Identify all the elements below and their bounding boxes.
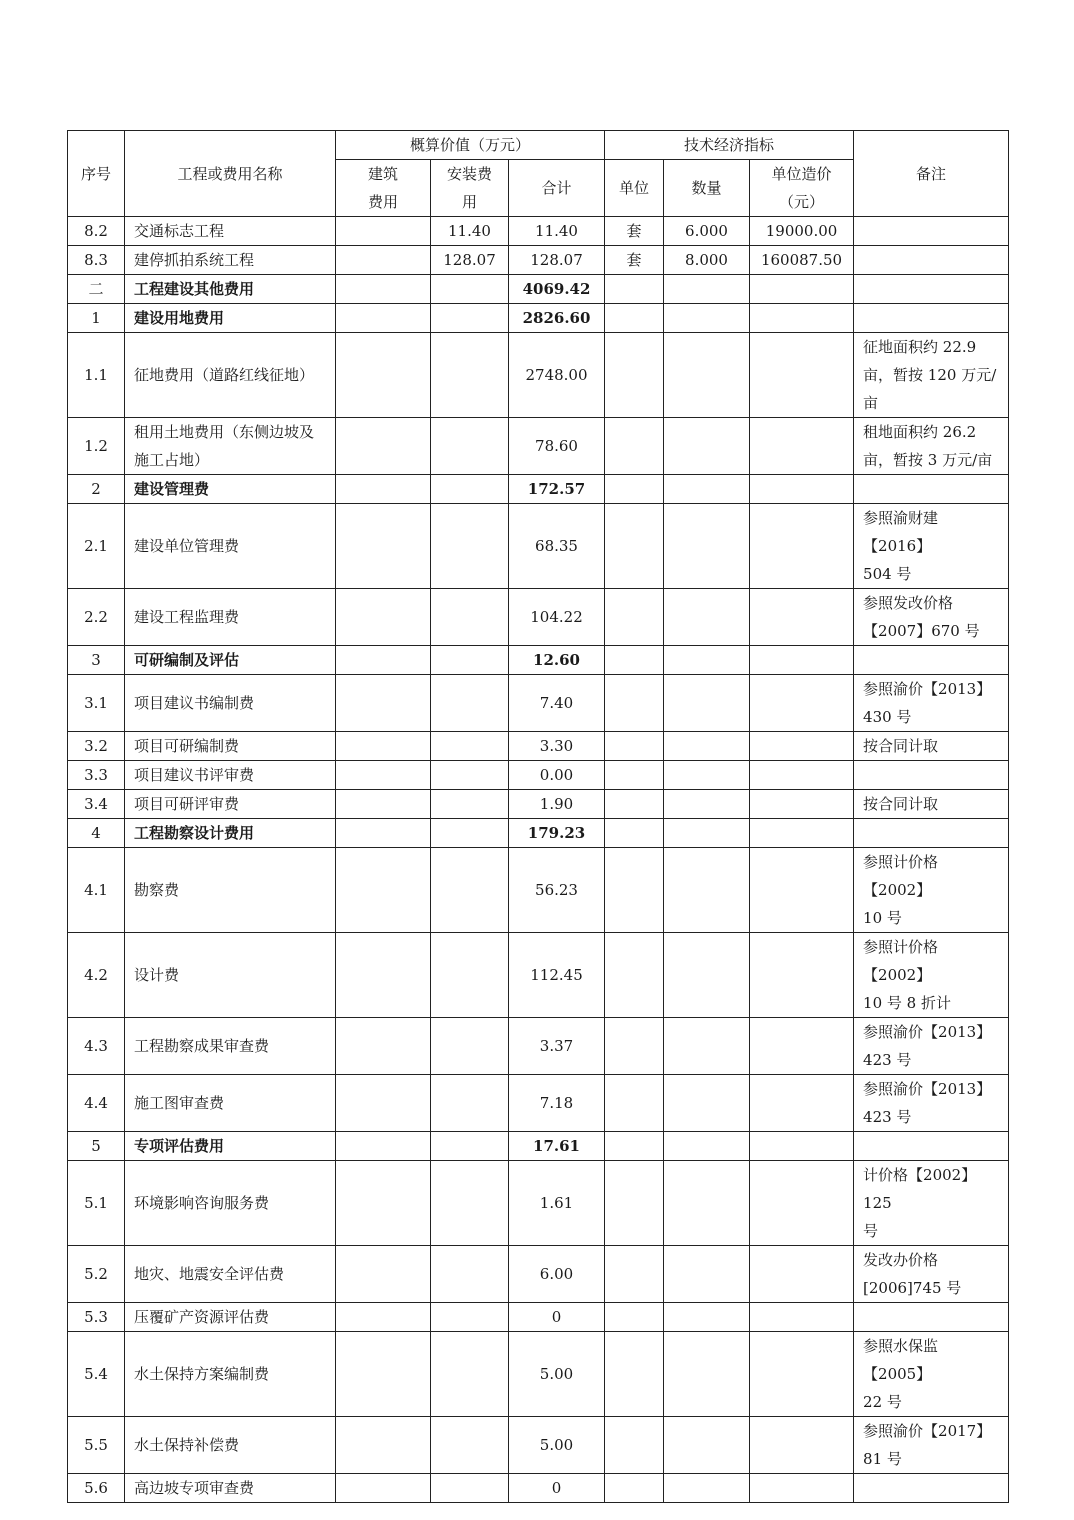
row-unit-cost — [750, 1246, 854, 1303]
row-remark — [854, 275, 1009, 304]
row-remark: 参照发改价格 【2007】670 号 — [854, 589, 1009, 646]
row-build — [336, 1417, 431, 1474]
row-qty — [664, 1075, 750, 1132]
row-total: 1.90 — [509, 790, 605, 819]
row-total: 2748.00 — [509, 333, 605, 418]
row-build — [336, 1246, 431, 1303]
row-name: 征地费用（道路红线征地） — [125, 333, 336, 418]
row-name: 项目建议书编制费 — [125, 675, 336, 732]
row-unit-cost — [750, 732, 854, 761]
row-remark — [854, 761, 1009, 790]
row-total: 68.35 — [509, 504, 605, 589]
row-seq: 3 — [68, 646, 125, 675]
table-row — [68, 275, 1009, 304]
row-unit — [605, 646, 664, 675]
row-install — [431, 1303, 509, 1332]
table-row — [68, 333, 1009, 418]
row-qty — [664, 1332, 750, 1417]
table-row — [68, 504, 1009, 589]
table-row — [68, 1303, 1009, 1332]
row-seq: 3.3 — [68, 761, 125, 790]
table-row — [68, 675, 1009, 732]
row-remark — [854, 304, 1009, 333]
row-unit — [605, 732, 664, 761]
row-unit — [605, 1417, 664, 1474]
row-seq: 1.2 — [68, 418, 125, 475]
row-seq: 4.4 — [68, 1075, 125, 1132]
table-row — [68, 217, 1009, 246]
row-unit-cost — [750, 475, 854, 504]
row-remark — [854, 475, 1009, 504]
row-build — [336, 1075, 431, 1132]
row-build — [336, 275, 431, 304]
header-unit-cost: 单位造价 （元） — [750, 160, 854, 217]
row-name: 压覆矿产资源评估费 — [125, 1303, 336, 1332]
row-install — [431, 819, 509, 848]
row-qty — [664, 675, 750, 732]
row-total: 172.57 — [509, 475, 605, 504]
row-seq: 2.2 — [68, 589, 125, 646]
row-build — [336, 475, 431, 504]
row-unit — [605, 1161, 664, 1246]
row-name: 工程勘察设计费用 — [125, 819, 336, 848]
row-build — [336, 933, 431, 1018]
row-qty — [664, 1417, 750, 1474]
row-unit — [605, 1246, 664, 1303]
row-unit — [605, 304, 664, 333]
row-name: 水土保持方案编制费 — [125, 1332, 336, 1417]
row-unit: 套 — [605, 246, 664, 275]
row-install: 128.07 — [431, 246, 509, 275]
table-row — [68, 418, 1009, 475]
row-unit-cost — [750, 589, 854, 646]
row-remark: 参照渝价【2013】 423 号 — [854, 1075, 1009, 1132]
row-unit — [605, 761, 664, 790]
row-qty — [664, 275, 750, 304]
row-total: 17.61 — [509, 1132, 605, 1161]
row-remark: 发改办价格 [2006]745 号 — [854, 1246, 1009, 1303]
row-build — [336, 732, 431, 761]
row-remark: 参照计价格【2002】 10 号 8 折计 — [854, 933, 1009, 1018]
table-row — [68, 761, 1009, 790]
row-remark: 征地面积约 22.9 亩，暂按 120 万元/ 亩 — [854, 333, 1009, 418]
row-seq: 5.3 — [68, 1303, 125, 1332]
row-total: 112.45 — [509, 933, 605, 1018]
row-name: 建设单位管理费 — [125, 504, 336, 589]
header-build: 建筑 费用 — [336, 160, 431, 217]
row-install — [431, 475, 509, 504]
row-build — [336, 504, 431, 589]
row-name: 水土保持补偿费 — [125, 1417, 336, 1474]
row-install — [431, 1075, 509, 1132]
row-unit-cost — [750, 275, 854, 304]
row-unit-cost — [750, 333, 854, 418]
row-install — [431, 675, 509, 732]
row-unit-cost — [750, 1474, 854, 1503]
table-row — [68, 848, 1009, 933]
row-install — [431, 1132, 509, 1161]
row-build — [336, 304, 431, 333]
table-row — [68, 732, 1009, 761]
row-unit-cost — [750, 646, 854, 675]
row-seq: 8.2 — [68, 217, 125, 246]
table-row — [68, 1018, 1009, 1075]
row-unit-cost — [750, 504, 854, 589]
row-install — [431, 504, 509, 589]
row-name: 建设管理费 — [125, 475, 336, 504]
row-name: 建停抓拍系统工程 — [125, 246, 336, 275]
row-remark: 按合同计取 — [854, 790, 1009, 819]
row-unit-cost — [750, 848, 854, 933]
row-seq: 2.1 — [68, 504, 125, 589]
header-total: 合计 — [509, 160, 605, 217]
table-row — [68, 304, 1009, 333]
row-unit-cost — [750, 1303, 854, 1332]
row-total: 5.00 — [509, 1417, 605, 1474]
row-total: 2826.60 — [509, 304, 605, 333]
table-row — [68, 819, 1009, 848]
header-qty: 数量 — [664, 160, 750, 217]
row-install — [431, 418, 509, 475]
row-install — [431, 1018, 509, 1075]
row-total: 0 — [509, 1474, 605, 1503]
row-install — [431, 761, 509, 790]
row-remark — [854, 1303, 1009, 1332]
row-unit — [605, 1075, 664, 1132]
row-qty — [664, 933, 750, 1018]
row-remark: 参照水保监【2005】 22 号 — [854, 1332, 1009, 1417]
row-remark: 租地面积约 26.2 亩，暂按 3 万元/亩 — [854, 418, 1009, 475]
row-unit-cost — [750, 1417, 854, 1474]
row-total: 128.07 — [509, 246, 605, 275]
row-name: 地灾、地震安全评估费 — [125, 1246, 336, 1303]
row-install — [431, 933, 509, 1018]
table-row — [68, 933, 1009, 1018]
row-total: 4069.42 — [509, 275, 605, 304]
row-unit-cost: 160087.50 — [750, 246, 854, 275]
row-name: 工程建设其他费用 — [125, 275, 336, 304]
row-name: 环境影响咨询服务费 — [125, 1161, 336, 1246]
row-qty — [664, 761, 750, 790]
table-body — [68, 217, 1009, 1503]
row-unit-cost — [750, 819, 854, 848]
row-qty — [664, 1246, 750, 1303]
header-install: 安装费 用 — [431, 160, 509, 217]
row-build — [336, 1332, 431, 1417]
row-total: 3.30 — [509, 732, 605, 761]
row-qty — [664, 1132, 750, 1161]
row-unit — [605, 1474, 664, 1503]
row-qty — [664, 819, 750, 848]
row-unit — [605, 1332, 664, 1417]
row-unit — [605, 418, 664, 475]
row-name: 项目可研编制费 — [125, 732, 336, 761]
row-remark: 参照渝价【2017】 81 号 — [854, 1417, 1009, 1474]
row-qty: 8.000 — [664, 246, 750, 275]
row-qty — [664, 790, 750, 819]
header-name: 工程或费用名称 — [125, 131, 336, 217]
row-build — [336, 675, 431, 732]
row-total: 7.18 — [509, 1075, 605, 1132]
row-qty — [664, 1018, 750, 1075]
row-build — [336, 819, 431, 848]
row-total: 0 — [509, 1303, 605, 1332]
row-name: 可研编制及评估 — [125, 646, 336, 675]
header-tech-group: 技术经济指标 — [605, 131, 854, 160]
row-unit — [605, 933, 664, 1018]
table-row — [68, 1132, 1009, 1161]
row-unit-cost — [750, 418, 854, 475]
table-row — [68, 475, 1009, 504]
row-install — [431, 732, 509, 761]
table-row — [68, 1332, 1009, 1417]
header-budget-group: 概算价值（万元） — [336, 131, 605, 160]
row-install — [431, 1332, 509, 1417]
row-name: 项目建议书评审费 — [125, 761, 336, 790]
row-name: 专项评估费用 — [125, 1132, 336, 1161]
row-qty — [664, 589, 750, 646]
row-install — [431, 589, 509, 646]
row-total: 0.00 — [509, 761, 605, 790]
row-unit-cost — [750, 675, 854, 732]
row-build — [336, 1018, 431, 1075]
table-row — [68, 1474, 1009, 1503]
table-row — [68, 246, 1009, 275]
row-unit-cost — [750, 1075, 854, 1132]
row-seq: 5.6 — [68, 1474, 125, 1503]
row-unit — [605, 275, 664, 304]
row-name: 勘察费 — [125, 848, 336, 933]
row-seq: 3.2 — [68, 732, 125, 761]
table-row — [68, 1075, 1009, 1132]
row-install — [431, 1246, 509, 1303]
row-total: 78.60 — [509, 418, 605, 475]
row-name: 工程勘察成果审查费 — [125, 1018, 336, 1075]
row-qty — [664, 848, 750, 933]
row-remark: 参照渝价【2013】 430 号 — [854, 675, 1009, 732]
header-remark: 备注 — [854, 131, 1009, 217]
row-total: 56.23 — [509, 848, 605, 933]
row-total: 3.37 — [509, 1018, 605, 1075]
row-total: 12.60 — [509, 646, 605, 675]
row-qty — [664, 646, 750, 675]
row-name: 租用土地费用（东侧边坡及 施工占地） — [125, 418, 336, 475]
row-remark: 参照渝财建【2016】 504 号 — [854, 504, 1009, 589]
row-seq: 5 — [68, 1132, 125, 1161]
row-install — [431, 1474, 509, 1503]
row-total: 179.23 — [509, 819, 605, 848]
row-qty: 6.000 — [664, 217, 750, 246]
row-total: 5.00 — [509, 1332, 605, 1417]
row-install — [431, 646, 509, 675]
row-seq: 4.1 — [68, 848, 125, 933]
row-qty — [664, 475, 750, 504]
row-remark: 计价格【2002】125 号 — [854, 1161, 1009, 1246]
row-seq: 2 — [68, 475, 125, 504]
row-build — [336, 217, 431, 246]
row-remark — [854, 246, 1009, 275]
row-unit-cost — [750, 1161, 854, 1246]
row-qty — [664, 418, 750, 475]
row-remark — [854, 646, 1009, 675]
row-total: 104.22 — [509, 589, 605, 646]
row-build — [336, 1474, 431, 1503]
row-build — [336, 848, 431, 933]
row-unit-cost — [750, 933, 854, 1018]
row-qty — [664, 732, 750, 761]
row-install — [431, 304, 509, 333]
table-row — [68, 1246, 1009, 1303]
row-total: 7.40 — [509, 675, 605, 732]
row-unit — [605, 790, 664, 819]
row-remark: 按合同计取 — [854, 732, 1009, 761]
row-qty — [664, 333, 750, 418]
row-unit: 套 — [605, 217, 664, 246]
row-unit-cost — [750, 1132, 854, 1161]
row-qty — [664, 1303, 750, 1332]
row-unit-cost — [750, 790, 854, 819]
table-row — [68, 1161, 1009, 1246]
row-seq: 5.1 — [68, 1161, 125, 1246]
row-build — [336, 589, 431, 646]
row-unit — [605, 819, 664, 848]
row-build — [336, 761, 431, 790]
row-name: 项目可研评审费 — [125, 790, 336, 819]
row-total: 11.40 — [509, 217, 605, 246]
row-seq: 4.2 — [68, 933, 125, 1018]
row-build — [336, 333, 431, 418]
row-build — [336, 646, 431, 675]
row-name: 建设工程监理费 — [125, 589, 336, 646]
row-qty — [664, 1474, 750, 1503]
row-qty — [664, 304, 750, 333]
row-seq: 8.3 — [68, 246, 125, 275]
row-seq: 5.5 — [68, 1417, 125, 1474]
row-install — [431, 333, 509, 418]
row-unit-cost — [750, 1018, 854, 1075]
row-unit — [605, 675, 664, 732]
row-build — [336, 1161, 431, 1246]
row-unit — [605, 1018, 664, 1075]
row-name: 施工图审查费 — [125, 1075, 336, 1132]
row-seq: 1.1 — [68, 333, 125, 418]
row-seq: 1 — [68, 304, 125, 333]
row-unit — [605, 333, 664, 418]
row-build — [336, 1303, 431, 1332]
row-name: 高边坡专项审查费 — [125, 1474, 336, 1503]
header-seq: 序号 — [68, 131, 125, 217]
row-seq: 4.3 — [68, 1018, 125, 1075]
row-remark: 参照渝价【2013】 423 号 — [854, 1018, 1009, 1075]
row-build — [336, 246, 431, 275]
table-row — [68, 589, 1009, 646]
row-build — [336, 790, 431, 819]
row-seq: 5.4 — [68, 1332, 125, 1417]
table-row — [68, 1417, 1009, 1474]
row-unit — [605, 504, 664, 589]
header-unit: 单位 — [605, 160, 664, 217]
table-row — [68, 790, 1009, 819]
row-remark — [854, 217, 1009, 246]
row-remark — [854, 1132, 1009, 1161]
row-build — [336, 418, 431, 475]
row-unit — [605, 475, 664, 504]
row-install — [431, 1161, 509, 1246]
row-install — [431, 848, 509, 933]
row-remark — [854, 1474, 1009, 1503]
row-total: 6.00 — [509, 1246, 605, 1303]
row-seq: 4 — [68, 819, 125, 848]
row-seq: 二 — [68, 275, 125, 304]
row-seq: 5.2 — [68, 1246, 125, 1303]
row-remark — [854, 819, 1009, 848]
row-total: 1.61 — [509, 1161, 605, 1246]
row-unit — [605, 589, 664, 646]
row-remark: 参照计价格【2002】 10 号 — [854, 848, 1009, 933]
row-install — [431, 275, 509, 304]
row-unit — [605, 1303, 664, 1332]
row-install — [431, 790, 509, 819]
row-name: 交通标志工程 — [125, 217, 336, 246]
row-build — [336, 1132, 431, 1161]
row-qty — [664, 504, 750, 589]
row-unit-cost — [750, 304, 854, 333]
row-seq: 3.1 — [68, 675, 125, 732]
table-row — [68, 646, 1009, 675]
row-unit-cost — [750, 1332, 854, 1417]
row-name: 设计费 — [125, 933, 336, 1018]
row-install: 11.40 — [431, 217, 509, 246]
row-unit — [605, 1132, 664, 1161]
row-name: 建设用地费用 — [125, 304, 336, 333]
row-install — [431, 1417, 509, 1474]
row-qty — [664, 1161, 750, 1246]
row-unit-cost — [750, 761, 854, 790]
row-unit — [605, 848, 664, 933]
row-seq: 3.4 — [68, 790, 125, 819]
budget-table — [67, 130, 1009, 1503]
row-unit-cost: 19000.00 — [750, 217, 854, 246]
